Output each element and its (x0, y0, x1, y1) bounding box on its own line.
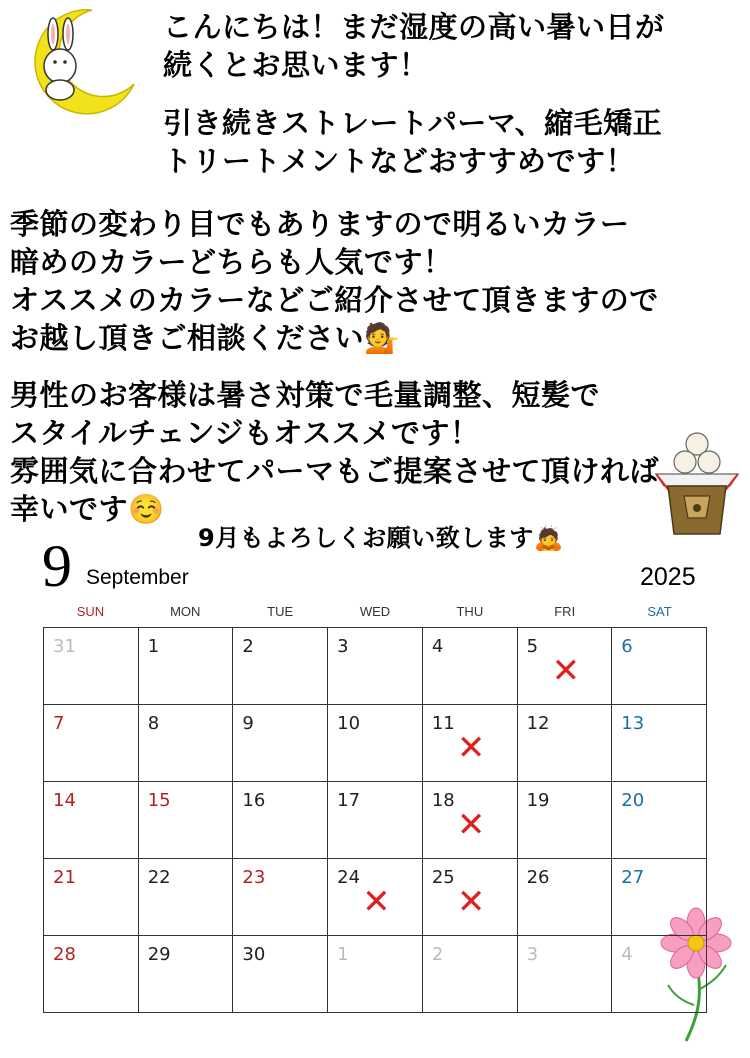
message-line-1: こんにちは！まだ湿度の高い暑い日が (163, 10, 665, 44)
calendar-day-number: 15 (147, 790, 171, 811)
calendar-day-cell (423, 859, 518, 936)
calendar-day-cell (328, 859, 423, 936)
weekday-sun: SUN (76, 604, 105, 619)
calendar-day-number: 30 (242, 944, 266, 965)
calendar-day-number: 8 (147, 713, 160, 734)
calendar-day-cell (518, 859, 613, 936)
closed-day-mark-icon: ✕ (456, 728, 486, 768)
message-line-11: 雰囲気に合わせてパーマもご提案させて頂ければ (10, 454, 660, 488)
calendar-day-cell (233, 705, 328, 782)
message-line-10: スタイルチェンジもオススメです！ (10, 416, 480, 450)
message-line-3: 引き続きストレートパーマ、縮毛矯正 (163, 106, 663, 140)
closed-day-mark-icon: ✕ (551, 651, 581, 691)
message-line-7: オススメのカラーなどご紹介させて頂きますので (10, 283, 659, 317)
calendar-day-cell (233, 859, 328, 936)
calendar-day-cell (44, 782, 139, 859)
calendar-day-cell (612, 859, 707, 936)
weekday-fri: FRI (554, 604, 576, 619)
calendar-day-number: 25 (431, 867, 455, 888)
calendar-day-cell (423, 628, 518, 705)
calendar-day-number: 3 (526, 944, 539, 965)
calendar-day-cell (423, 782, 518, 859)
calendar-day-cell (44, 936, 139, 1013)
message-line-2: 続くとお思います！ (163, 48, 429, 82)
message-line-9: 男性のお客様は暑さ対策で毛量調整、短髪で (10, 378, 601, 412)
calendar-day-cell (139, 782, 234, 859)
calendar-day-number: 29 (147, 944, 171, 965)
calendar-day-number: 21 (53, 867, 76, 888)
message-line-6: 暗めのカラーどちらも人気です！ (10, 245, 453, 279)
calendar-day-number: 12 (526, 713, 550, 734)
calendar-day-cell (44, 705, 139, 782)
calendar-day-cell (233, 782, 328, 859)
calendar-weekday-row (43, 604, 707, 619)
calendar-day-number: 4 (431, 636, 444, 657)
calendar-day-cell (518, 628, 613, 705)
calendar-day-number: 16 (242, 790, 266, 811)
calendar-month-number: 9 (42, 533, 72, 599)
message-line-8: お越し頂きご相談ください💁 (10, 321, 401, 355)
calendar-day-number: 11 (431, 713, 455, 734)
calendar-grid (43, 627, 707, 1013)
calendar-day-number: 26 (526, 867, 550, 888)
weekday-sat: SAT (647, 604, 672, 619)
calendar-day-cell (139, 628, 234, 705)
message-line-13: 9月もよろしくお願い致します🙇 (198, 524, 565, 552)
calendar-day-number: 22 (147, 867, 171, 888)
weekday-thu: THU (456, 604, 484, 619)
calendar-day-number: 27 (621, 867, 645, 888)
calendar-day-number: 6 (621, 636, 633, 657)
calendar-day-number: 13 (621, 713, 645, 734)
weekday-wed: WED (359, 604, 391, 619)
calendar-day-number: 3 (337, 636, 349, 657)
calendar-day-number: 18 (431, 790, 455, 811)
rabbit-on-moon-icon (22, 6, 142, 116)
calendar-day-number: 7 (53, 713, 65, 734)
calendar-day-cell (328, 936, 423, 1013)
weekday-mon: MON (170, 604, 201, 619)
calendar-day-cell (44, 859, 139, 936)
calendar-day-cell (518, 782, 613, 859)
weekday-tue: TUE (267, 604, 294, 619)
calendar-day-number: 31 (53, 636, 76, 657)
calendar-day-cell (612, 936, 707, 1013)
calendar-day-cell (518, 705, 613, 782)
calendar-day-number: 2 (431, 944, 444, 965)
calendar-day-number: 9 (242, 713, 254, 734)
calendar-day-number: 10 (337, 713, 361, 734)
closed-day-mark-icon: ✕ (456, 882, 486, 922)
calendar-day-cell (423, 936, 518, 1013)
calendar-day-number: 1 (337, 944, 349, 965)
calendar-day-cell (518, 936, 613, 1013)
calendar-day-number: 4 (621, 944, 633, 965)
calendar-day-number: 19 (526, 790, 550, 811)
closed-day-mark-icon: ✕ (456, 805, 486, 845)
calendar-day-cell (139, 705, 234, 782)
message-line-4: トリートメントなどおすすめです！ (163, 144, 636, 178)
calendar-year: 2025 (640, 563, 696, 591)
calendar-day-number: 2 (242, 636, 254, 657)
tsukimi-dango-icon (650, 430, 745, 540)
message-line-5: 季節の変わり目でもありますので明るいカラー (10, 207, 630, 241)
calendar-day-cell (233, 936, 328, 1013)
calendar-day-number: 5 (526, 636, 539, 657)
calendar-month-name: September (86, 566, 189, 589)
calendar-day-cell (44, 628, 139, 705)
message-line-12: 幸いです☺️ (10, 492, 165, 526)
calendar-day-cell (139, 859, 234, 936)
calendar-day-cell (423, 705, 518, 782)
calendar-day-number: 1 (147, 636, 160, 657)
calendar-day-cell (328, 705, 423, 782)
calendar-day-cell (612, 705, 707, 782)
calendar-day-cell (328, 628, 423, 705)
calendar-day-cell (612, 782, 707, 859)
calendar-day-cell (612, 628, 707, 705)
calendar-day-number: 23 (242, 867, 266, 888)
calendar-day-cell (233, 628, 328, 705)
closed-day-mark-icon: ✕ (362, 882, 391, 922)
calendar-day-number: 24 (337, 867, 361, 888)
calendar-day-number: 20 (621, 790, 645, 811)
calendar-day-number: 17 (337, 790, 361, 811)
calendar-day-cell (328, 782, 423, 859)
calendar-day-number: 14 (53, 790, 76, 811)
calendar-day-number: 28 (53, 944, 76, 965)
calendar-day-cell (139, 936, 234, 1013)
